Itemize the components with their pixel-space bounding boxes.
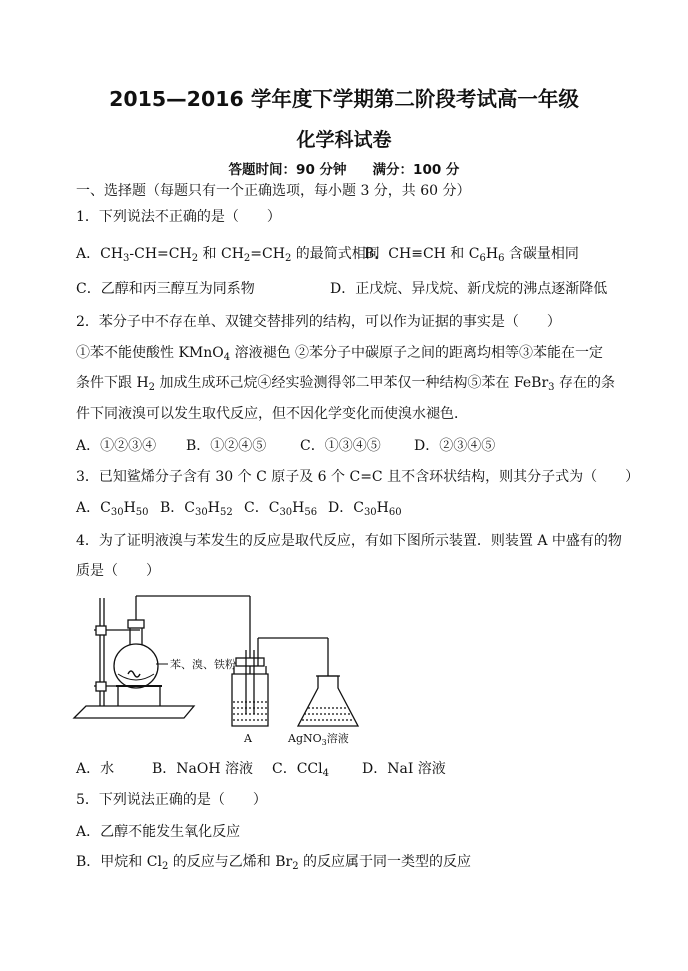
question-3-option-c: C．$C_{30}H_{56}$ bbox=[244, 500, 318, 518]
question-5-option-b: B．甲烷和 $Cl_2$ 的反应与乙烯和 $Br_2$ 的反应属于同一类型的反应 bbox=[76, 854, 472, 872]
section-heading: 一、选择题（每题只有一个正确选项，每小题 3 分，共 60 分） bbox=[76, 183, 471, 199]
question-1-option-c: C．乙醇和丙三醇互为同系物 bbox=[76, 281, 255, 297]
question-2-option-d: D．②③④⑤ bbox=[414, 438, 496, 454]
score-label: 满分：100 分 bbox=[372, 162, 460, 178]
stand-base bbox=[74, 706, 194, 718]
erlenmeyer-flask bbox=[298, 676, 358, 726]
question-1-option-b: B．CH≡CH 和 $C_6H_6$ 含碳量相同 bbox=[364, 246, 579, 264]
question-1-stem: 1．下列说法不正确的是（ ） bbox=[76, 209, 281, 225]
question-2-option-c: C．①③④⑤ bbox=[300, 438, 381, 454]
question-1-option-d: D．正戊烷、异戊烷、新戊烷的沸点逐渐降低 bbox=[330, 281, 608, 297]
reagents-label: 苯、溴、铁粉 bbox=[170, 658, 236, 671]
question-4-stem-line-2: 质是（ ） bbox=[76, 563, 160, 579]
question-4-option-c: C．CCl$_4$ bbox=[272, 761, 329, 779]
question-3-option-d: D．$C_{30}H_{60}$ bbox=[328, 500, 402, 518]
agno3-label: AgNO$_3$溶液 bbox=[288, 732, 349, 747]
question-5-stem: 5．下列说法正确的是（ ） bbox=[76, 792, 267, 808]
round-bottom-flask bbox=[114, 644, 158, 688]
question-4-option-d: D．NaI 溶液 bbox=[362, 761, 446, 777]
page-title: 2015—2016 学年度下学期第二阶段考试高一年级 bbox=[109, 87, 579, 111]
question-2-line-3: 件下同液溴可以发生取代反应，但不因化学变化而使溴水褪色． bbox=[76, 406, 468, 422]
question-5-option-a: A．乙醇不能发生氧化反应 bbox=[76, 824, 241, 840]
exam-meta bbox=[0, 161, 688, 179]
question-2-line-1: ①苯不能使酸性 KMnO$_4$ 溶液褪色 ②苯分子中碳原子之间的距离均相等③苯能在一定 bbox=[76, 345, 604, 363]
question-3-option-a: A．$C_{30}H_{50}$ bbox=[76, 500, 149, 518]
question-4-option-a: A．水 bbox=[76, 761, 115, 777]
flask-stopper bbox=[128, 620, 144, 628]
question-2-option-a: A．①②③④ bbox=[76, 438, 157, 454]
question-1-option-a: A．$CH_3-CH=CH_2$ 和 $CH_2=CH_2$ 的最简式相同 bbox=[76, 246, 380, 264]
question-2-stem: 2．苯分子中不存在单、双键交替排列的结构，可以作为证据的事实是（ ） bbox=[76, 314, 561, 330]
question-4-option-b: B．NaOH 溶液 bbox=[152, 761, 254, 777]
question-3-option-b: B．$C_{30}H_{52}$ bbox=[160, 500, 233, 518]
page-subtitle: 化学科试卷 bbox=[296, 129, 392, 151]
question-2-option-b: B．①②④⑤ bbox=[186, 438, 267, 454]
time-label: 答题时间：90 分钟 bbox=[228, 162, 347, 178]
lab-apparatus-diagram bbox=[72, 590, 462, 750]
bottle-a-stopper bbox=[236, 658, 264, 666]
question-3-stem: 3．已知鲨烯分子含有 30 个 C 原子及 6 个 C=C 且不含环状结构，则其分子式为（ ） bbox=[76, 469, 640, 485]
question-4-stem-line-1: 4．为了证明液溴与苯发生的反应是取代反应，有如下图所示装置．则装置 A 中盛有的物 bbox=[76, 533, 622, 549]
gas-washing-bottle-a bbox=[232, 674, 268, 726]
question-2-line-2: 条件下跟 $H_2$ 加成生成环己烷④经实验测得邻二甲苯仅一种结构⑤苯在 FeBr$_3$ 存在的条 bbox=[76, 375, 615, 393]
bottle-a-label: A bbox=[244, 732, 252, 745]
